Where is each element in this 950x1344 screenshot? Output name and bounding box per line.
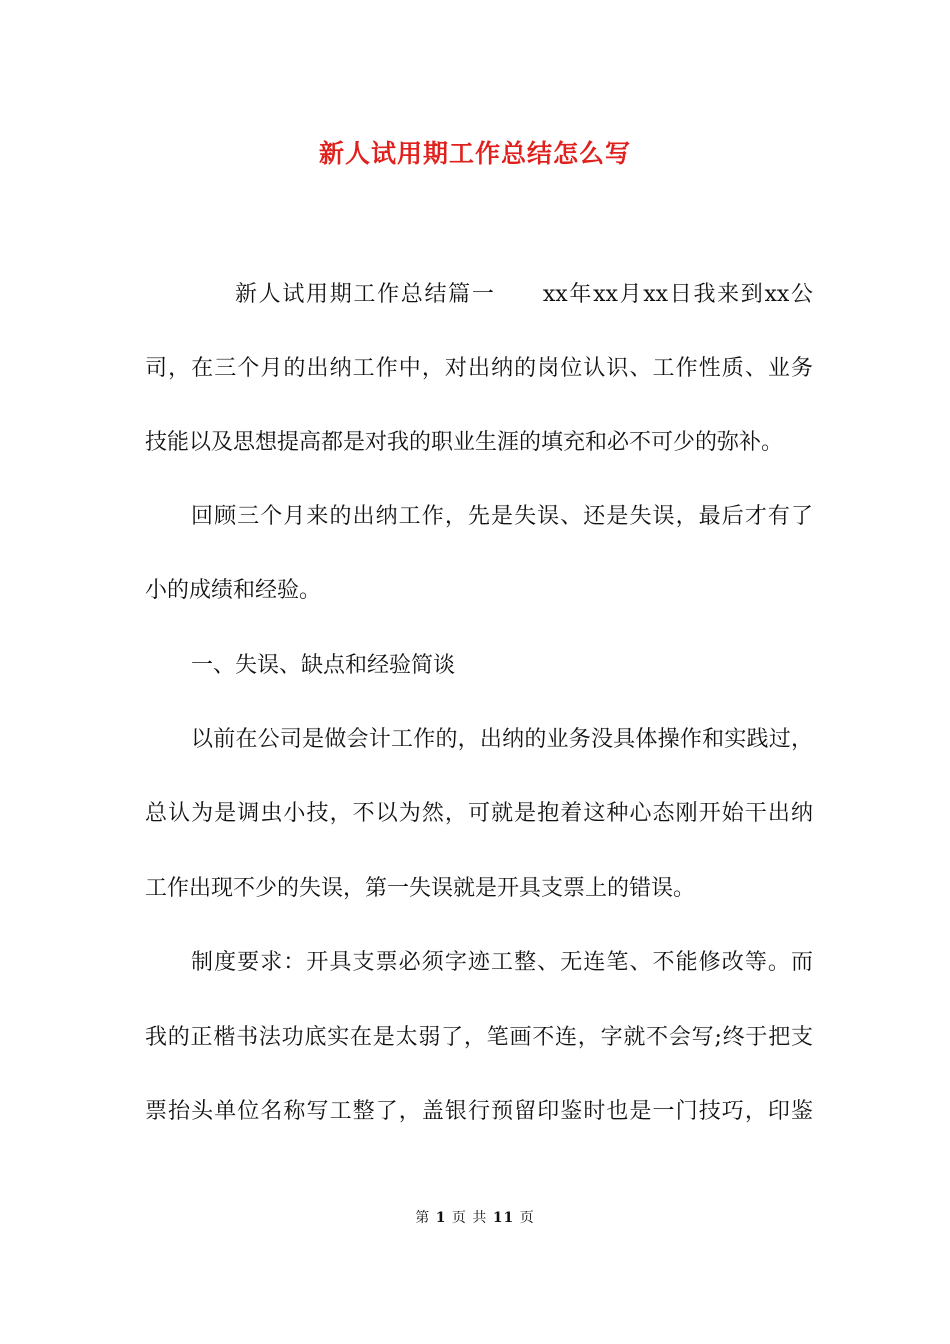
paragraph-line: 工作出现不少的失误，第一失误就是开具支票上的错误。 <box>145 876 696 901</box>
paragraph-line: 新人试用期工作总结篇一 xx年xx月xx日我来到xx公 <box>235 282 813 307</box>
footer-middle: 页 共 <box>451 1210 488 1226</box>
paragraph-line: 以前在公司是做会计工作的，出纳的业务没具体操作和实践过， <box>191 727 813 752</box>
document-title: 新人试用期工作总结怎么写 <box>318 139 631 168</box>
paragraph-line: 回顾三个月来的出纳工作，先是失误、还是失误，最后才有了 <box>191 504 813 529</box>
paragraph-line: 小的成绩和经验。 <box>145 578 322 603</box>
footer-suffix: 页 <box>519 1210 535 1226</box>
paragraph-line: 司，在三个月的出纳工作中，对出纳的岗位认识、工作性质、业务 <box>145 356 813 381</box>
footer-total-pages: 11 <box>492 1210 515 1226</box>
footer-page-number: 1 <box>435 1210 447 1226</box>
paragraph-line: 我的正楷书法功底实在是太弱了，笔画不连，字就不会写;终于把支 <box>145 1025 813 1050</box>
section-heading: 一、失误、缺点和经验简谈 <box>191 653 456 678</box>
page-footer <box>0 1208 950 1228</box>
footer-prefix: 第 <box>415 1210 431 1226</box>
paragraph-line: 制度要求：开具支票必须字迹工整、无连笔、不能修改等。而 <box>191 950 813 975</box>
paragraph-line: 技能以及思想提高都是对我的职业生涯的填充和必不可少的弥补。 <box>145 430 784 455</box>
paragraph-line: 总认为是调虫小技，不以为然，可就是抱着这种心态刚开始干出纳 <box>145 801 813 826</box>
paragraph-line: 票抬头单位名称写工整了，盖银行预留印鉴时也是一门技巧，印鉴 <box>145 1099 813 1124</box>
